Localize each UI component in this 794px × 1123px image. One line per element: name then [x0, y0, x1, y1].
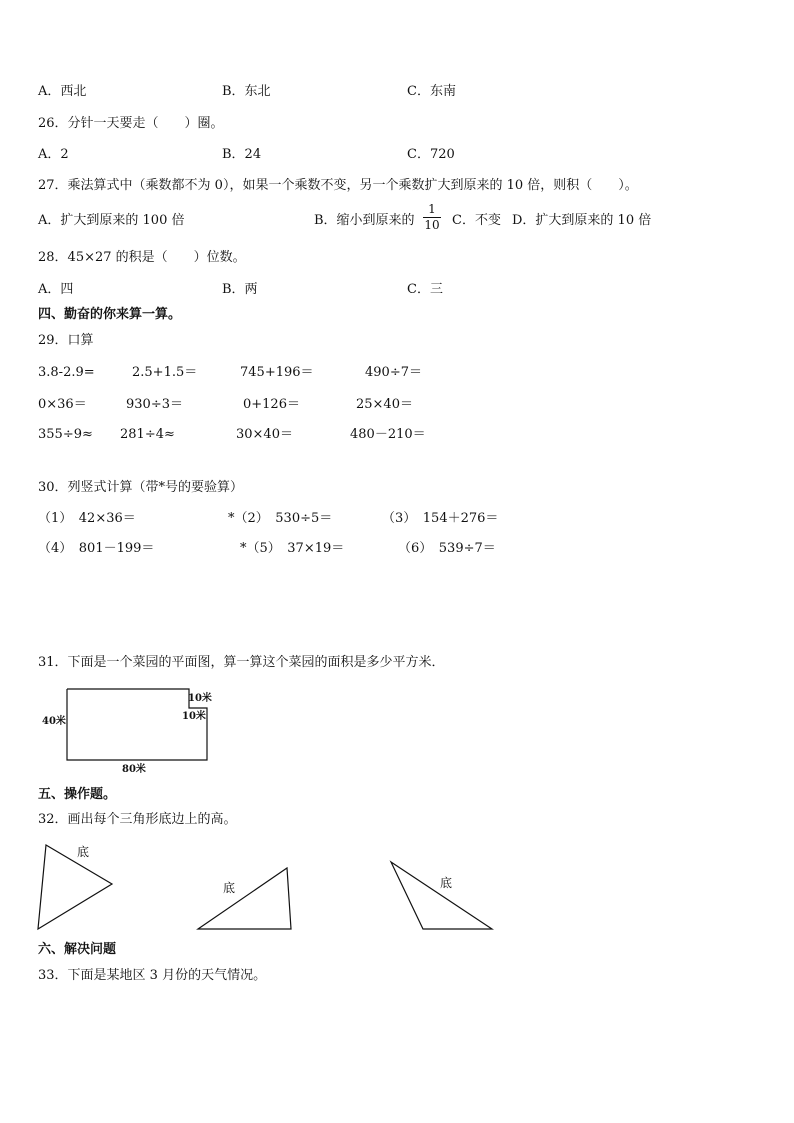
q26-option-b: B．24: [222, 147, 262, 162]
triangle-2: [198, 868, 291, 929]
q29-item: 490÷7＝: [365, 365, 422, 380]
q30-item: （4） 801－199＝: [38, 541, 155, 556]
q29-item: 2.5+1.5＝: [132, 365, 198, 380]
q27-option-d: D．扩大到原来的 10 倍: [512, 213, 652, 228]
q27-option-c: C．不变: [452, 213, 501, 228]
triangle-2-base-label: 底: [223, 881, 236, 895]
q28-option-b: B．两: [222, 282, 258, 297]
q30-item: *（2） 530÷5＝: [228, 511, 333, 526]
q27-option-a: A．扩大到原来的 100 倍: [38, 213, 185, 228]
q27-fraction-denominator: 10: [424, 218, 440, 232]
q28-option-a: A．四: [38, 282, 74, 297]
q30-item: （1） 42×36＝: [38, 511, 136, 526]
q29-item: 30×40＝: [236, 427, 293, 442]
garden-bottom-label: 80米: [122, 764, 146, 775]
q29-item: 281÷4≈: [120, 427, 175, 442]
section-5-heading: 五、操作题。: [38, 787, 117, 802]
q25-option-a: A．西北: [38, 84, 87, 99]
q26-option-c: C．720: [407, 147, 455, 162]
q30-item: （3） 154＋276＝: [382, 511, 499, 526]
garden-notch-top-label: 10米: [188, 693, 212, 704]
triangle-1: [38, 845, 112, 929]
q29-stem: 29．口算: [38, 333, 94, 348]
triangle-3-base-label: 底: [440, 876, 453, 890]
q33-stem: 33．下面是某地区 3 月份的天气情况。: [38, 968, 267, 983]
q26-option-a: A．2: [38, 147, 69, 162]
q25-option-c: C．东南: [407, 84, 456, 99]
q31-stem: 31．下面是一个菜园的平面图，算一算这个菜园的面积是多少平方米．: [38, 655, 445, 670]
section-6-heading: 六、解决问题: [38, 942, 117, 957]
garden-notch-side-label: 10米: [182, 711, 206, 722]
q28-option-c: C．三: [407, 282, 443, 297]
garden-left-label: 40米: [42, 716, 66, 727]
q29-item: 480－210＝: [350, 427, 426, 442]
q29-item: 3.8-2.9=: [38, 365, 95, 380]
q29-item: 355÷9≈: [38, 427, 93, 442]
q30-item: *（5） 37×19＝: [240, 541, 345, 556]
q29-item: 0×36＝: [38, 397, 87, 412]
q30-item: （6） 539÷7＝: [398, 541, 496, 556]
q27-fraction-numerator: 1: [428, 202, 436, 216]
q28-stem: 28．45×27 的积是（ ）位数。: [38, 250, 246, 265]
q29-item: 0+126＝: [243, 397, 300, 412]
q26-stem: 26．分针一天要走（ ）圈。: [38, 116, 224, 131]
q32-stem: 32．画出每个三角形底边上的高。: [38, 812, 237, 827]
q29-item: 745+196＝: [240, 365, 314, 380]
q29-item: 25×40＝: [356, 397, 413, 412]
triangle-3: [391, 862, 492, 929]
q25-option-b: B．东北: [222, 84, 271, 99]
section-4-heading: 四、勤奋的你来算一算。: [38, 307, 182, 322]
q30-stem: 30．列竖式计算（带*号的要验算）: [38, 480, 244, 495]
triangle-1-base-label: 底: [77, 845, 90, 859]
q27-stem: 27．乘法算式中（乘数都不为 0），如果一个乘数不变，另一个乘数扩大到原来的 10 倍，则积（ ）。: [38, 178, 638, 193]
q27-option-b: B．缩小到原来的: [314, 213, 415, 228]
q29-item: 930÷3＝: [126, 397, 183, 412]
